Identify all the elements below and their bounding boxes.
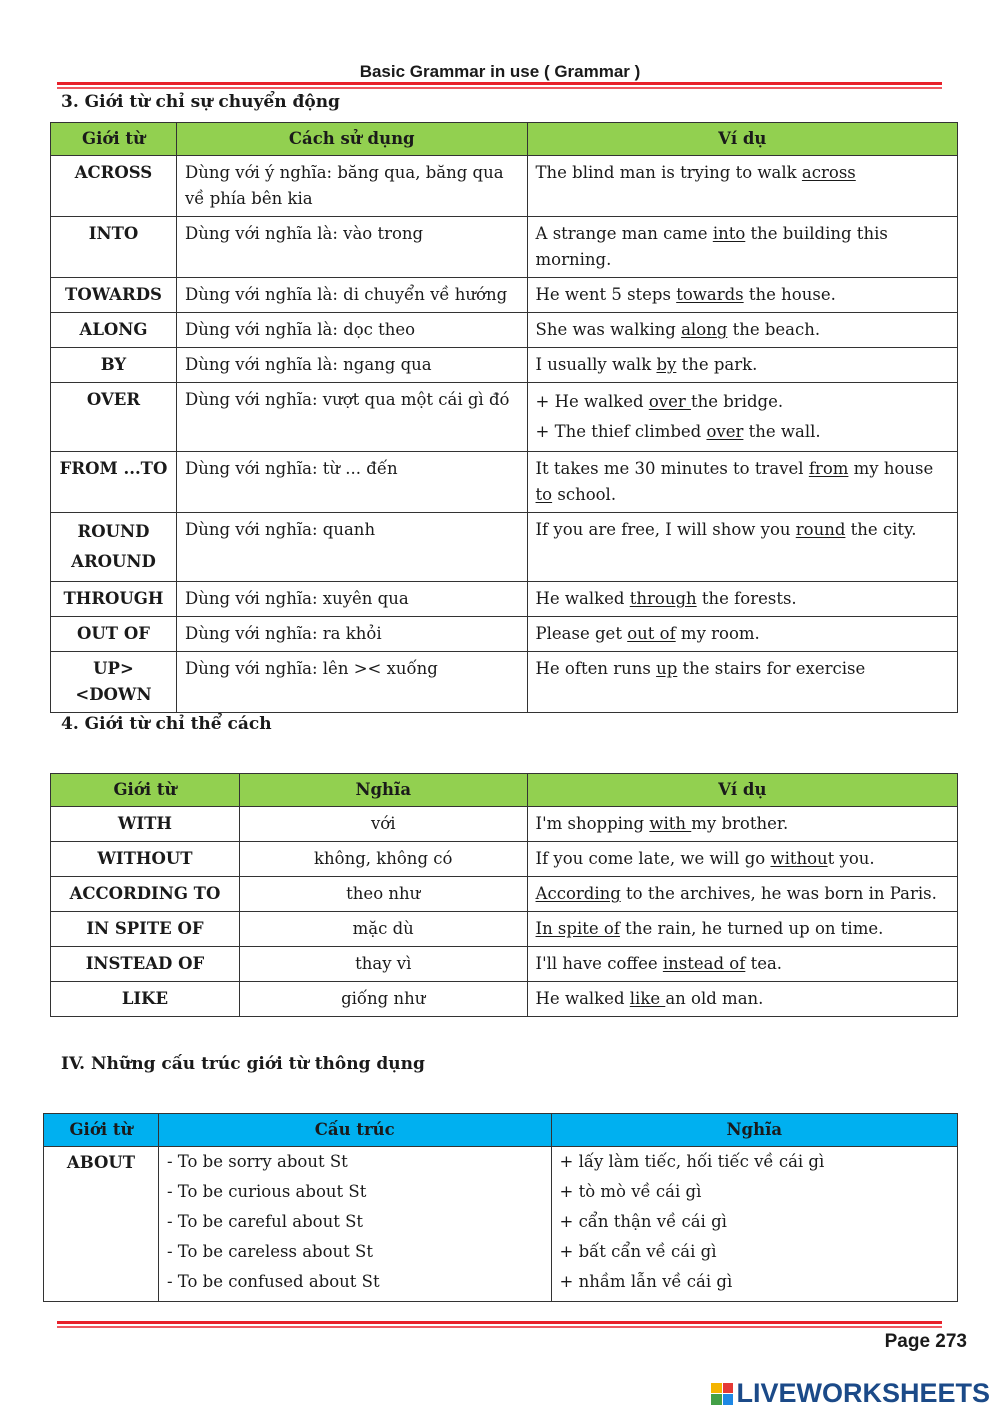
meaning-cell: giống như xyxy=(239,982,527,1017)
usage-cell: Dùng với nghĩa: xuyên qua xyxy=(176,582,527,617)
usage-cell: Dùng với nghĩa là: dọc theo xyxy=(176,313,527,348)
example-text: If you come late, we will go xyxy=(535,849,771,868)
meanings-cell xyxy=(551,1147,958,1302)
preposition-cell: LIKE xyxy=(51,982,240,1017)
example-text: Please get xyxy=(535,624,628,643)
example-cell xyxy=(527,652,957,713)
meaning-line: + tò mò về cái gì xyxy=(559,1182,702,1201)
preposition-cell: INTO xyxy=(51,217,177,278)
example-cell xyxy=(527,348,957,383)
example-cell xyxy=(527,877,957,912)
underlined-preposition: up xyxy=(656,659,678,678)
preposition-cell: WITHOUT xyxy=(51,842,240,877)
table-row xyxy=(51,313,958,348)
preposition-cell: ACROSS xyxy=(51,156,177,217)
example-text: my house xyxy=(848,459,934,478)
structure-line: - To be curious about St xyxy=(166,1182,367,1201)
example-text: He often runs xyxy=(535,659,657,678)
example-text: He walked xyxy=(535,589,630,608)
underlined-preposition: like xyxy=(629,989,666,1008)
example-cell xyxy=(527,582,957,617)
example-text: an old man. xyxy=(665,989,764,1008)
liveworksheets-logo-icon xyxy=(711,1383,733,1405)
example-text: my brother. xyxy=(691,814,789,833)
table-row xyxy=(51,582,958,617)
underlined-preposition: out of xyxy=(627,624,676,643)
preposition-cell: OVER xyxy=(51,383,177,452)
liveworksheets-logo[interactable] xyxy=(711,1378,990,1409)
example-text: the beach. xyxy=(727,320,821,339)
example-text: A strange man came xyxy=(535,224,713,243)
example-text: the park. xyxy=(676,355,758,374)
table-row xyxy=(51,452,958,513)
underlined-preposition: from xyxy=(808,459,849,478)
example-text: She was walking xyxy=(535,320,682,339)
meaning-cell: theo như xyxy=(239,877,527,912)
example-cell xyxy=(527,278,957,313)
usage-cell: Dùng với nghĩa là: vào trong xyxy=(176,217,527,278)
example-cell xyxy=(527,842,957,877)
example-cell xyxy=(527,513,957,582)
example-text: I usually walk xyxy=(535,355,657,374)
preposition-cell: WITH xyxy=(51,807,240,842)
table-body xyxy=(51,156,958,713)
underlined-preposition: across xyxy=(801,163,856,182)
usage-cell: Dùng với nghĩa: ra khỏi xyxy=(176,617,527,652)
table-row xyxy=(51,156,958,217)
table-row xyxy=(51,877,958,912)
table-header-row xyxy=(44,1114,958,1147)
column-header: Ví dụ xyxy=(527,123,957,156)
underlined-preposition: to xyxy=(535,485,553,504)
underlined-preposition: along xyxy=(681,320,728,339)
usage-cell: Dùng với nghĩa là: ngang qua xyxy=(176,348,527,383)
table-row xyxy=(51,982,958,1017)
section-3-title: 3. Giới từ chỉ sự chuyển động xyxy=(61,92,340,112)
underlined-preposition: over xyxy=(706,422,744,441)
example-text: I'm shopping xyxy=(535,814,650,833)
meaning-line: + bất cẩn về cái gì xyxy=(559,1242,717,1261)
usage-cell: Dùng với nghĩa là: di chuyển về hướng xyxy=(176,278,527,313)
structure-line: - To be careless about St xyxy=(166,1242,373,1261)
structure-line: - To be confused about St xyxy=(166,1272,380,1291)
brand-text: LIVEWORKSHEETS xyxy=(736,1378,990,1408)
meaning-line: + nhầm lẫn về cái gì xyxy=(559,1272,733,1291)
example-cell xyxy=(527,383,957,452)
example-cell xyxy=(527,617,957,652)
manner-prepositions-table xyxy=(50,773,958,1017)
table-header-row xyxy=(51,123,958,156)
example-text: + He walked xyxy=(535,392,649,411)
table-row xyxy=(51,807,958,842)
preposition-cell: THROUGH xyxy=(51,582,177,617)
meaning-cell: không, không có xyxy=(239,842,527,877)
underlined-preposition: by xyxy=(656,355,677,374)
table-row xyxy=(51,652,958,713)
common-structures-table xyxy=(43,1113,958,1302)
table-row xyxy=(51,513,958,582)
section-IV-title: IV. Những cấu trúc giới từ thông dụng xyxy=(61,1054,425,1074)
table-row xyxy=(51,617,958,652)
example-text: the bridge. xyxy=(690,392,784,411)
usage-cell: Dùng với nghĩa: quanh xyxy=(176,513,527,582)
column-header: Giới từ xyxy=(44,1114,159,1147)
column-header: Nghĩa xyxy=(551,1114,958,1147)
example-text: the house. xyxy=(743,285,836,304)
example-text: tea. xyxy=(745,954,783,973)
table-row xyxy=(51,348,958,383)
meaning-line: + lấy làm tiếc, hối tiếc về cái gì xyxy=(559,1152,825,1171)
underlined-preposition: with xyxy=(649,814,692,833)
column-header: Ví dụ xyxy=(527,774,957,807)
section-4-title: 4. Giới từ chỉ thể cách xyxy=(61,714,272,734)
motion-prepositions-table xyxy=(50,122,958,713)
usage-cell: Dùng với ý nghĩa: băng qua, băng qua về phía bên kia xyxy=(176,156,527,217)
example-cell xyxy=(527,156,957,217)
example-cell xyxy=(527,982,957,1017)
underlined-preposition: instead of xyxy=(662,954,746,973)
example-text: the building this morning. xyxy=(535,224,888,269)
preposition-cell: ABOUT xyxy=(44,1147,159,1302)
page-number: Page 273 xyxy=(884,1331,967,1352)
underlined-preposition: into xyxy=(712,224,746,243)
preposition-cell: BY xyxy=(51,348,177,383)
column-header: Cách sử dụng xyxy=(176,123,527,156)
usage-cell: Dùng với nghĩa: lên >< xuống xyxy=(176,652,527,713)
usage-cell: Dùng với nghĩa: từ ... đến xyxy=(176,452,527,513)
table-header-row xyxy=(51,774,958,807)
column-header: Giới từ xyxy=(51,774,240,807)
preposition-cell: FROM ...TO xyxy=(51,452,177,513)
table-row xyxy=(51,383,958,452)
example-cell xyxy=(527,947,957,982)
example-cell xyxy=(527,452,957,513)
example-text: + The thief climbed xyxy=(535,422,707,441)
example-text: school. xyxy=(552,485,617,504)
example-text: t you. xyxy=(827,849,875,868)
meaning-line: + cẩn thận về cái gì xyxy=(559,1212,727,1231)
meaning-cell: thay vì xyxy=(239,947,527,982)
example-text: to the archives, he was born in Paris. xyxy=(620,884,937,903)
example-text: The blind man is trying to walk xyxy=(535,163,802,182)
column-header: Cấu trúc xyxy=(158,1114,551,1147)
column-header: Nghĩa xyxy=(239,774,527,807)
table-row xyxy=(51,947,958,982)
example-text: the city. xyxy=(845,520,917,539)
preposition-cell: ALONG xyxy=(51,313,177,348)
example-text: the stairs for exercise xyxy=(677,659,866,678)
underlined-preposition: In spite of xyxy=(535,919,620,938)
example-text: It takes me 30 minutes to travel xyxy=(535,459,809,478)
example-text: He went 5 steps xyxy=(535,285,677,304)
meaning-cell: mặc dù xyxy=(239,912,527,947)
example-text: He walked xyxy=(535,989,630,1008)
preposition-cell: TOWARDS xyxy=(51,278,177,313)
structures-cell xyxy=(158,1147,551,1302)
underlined-preposition: towards xyxy=(676,285,744,304)
document-title: Basic Grammar in use ( Grammar ) xyxy=(359,62,641,81)
table-row xyxy=(51,217,958,278)
footer-divider xyxy=(57,1321,942,1328)
example-text: my room. xyxy=(675,624,760,643)
underlined-preposition: According xyxy=(535,884,621,903)
preposition-cell: INSTEAD OF xyxy=(51,947,240,982)
underlined-preposition: round xyxy=(795,520,846,539)
table-row xyxy=(44,1147,958,1302)
table-row xyxy=(51,912,958,947)
example-text: the wall. xyxy=(743,422,821,441)
example-cell xyxy=(527,313,957,348)
example-text: the rain, he turned up on time. xyxy=(619,919,884,938)
table-row xyxy=(51,842,958,877)
example-text: I'll have coffee xyxy=(535,954,663,973)
column-header: Giới từ xyxy=(51,123,177,156)
preposition-cell: IN SPITE OF xyxy=(51,912,240,947)
structure-line: - To be sorry about St xyxy=(166,1152,348,1171)
usage-cell: Dùng với nghĩa: vượt qua một cái gì đó xyxy=(176,383,527,452)
example-text: the forests. xyxy=(696,589,797,608)
example-text: If you are free, I will show you xyxy=(535,520,796,539)
example-cell xyxy=(527,912,957,947)
table-row xyxy=(51,278,958,313)
underlined-preposition: withou xyxy=(770,849,828,868)
preposition-cell: ACCORDING TO xyxy=(51,877,240,912)
example-cell xyxy=(527,807,957,842)
example-cell xyxy=(527,217,957,278)
table-body xyxy=(51,807,958,1017)
preposition-cell: ROUND AROUND xyxy=(51,513,177,582)
preposition-cell: OUT OF xyxy=(51,617,177,652)
meaning-cell: với xyxy=(239,807,527,842)
underlined-preposition: over xyxy=(648,392,691,411)
header-divider xyxy=(57,82,942,89)
underlined-preposition: through xyxy=(629,589,697,608)
preposition-cell: UP><DOWN xyxy=(51,652,177,713)
structure-line: - To be careful about St xyxy=(166,1212,364,1231)
